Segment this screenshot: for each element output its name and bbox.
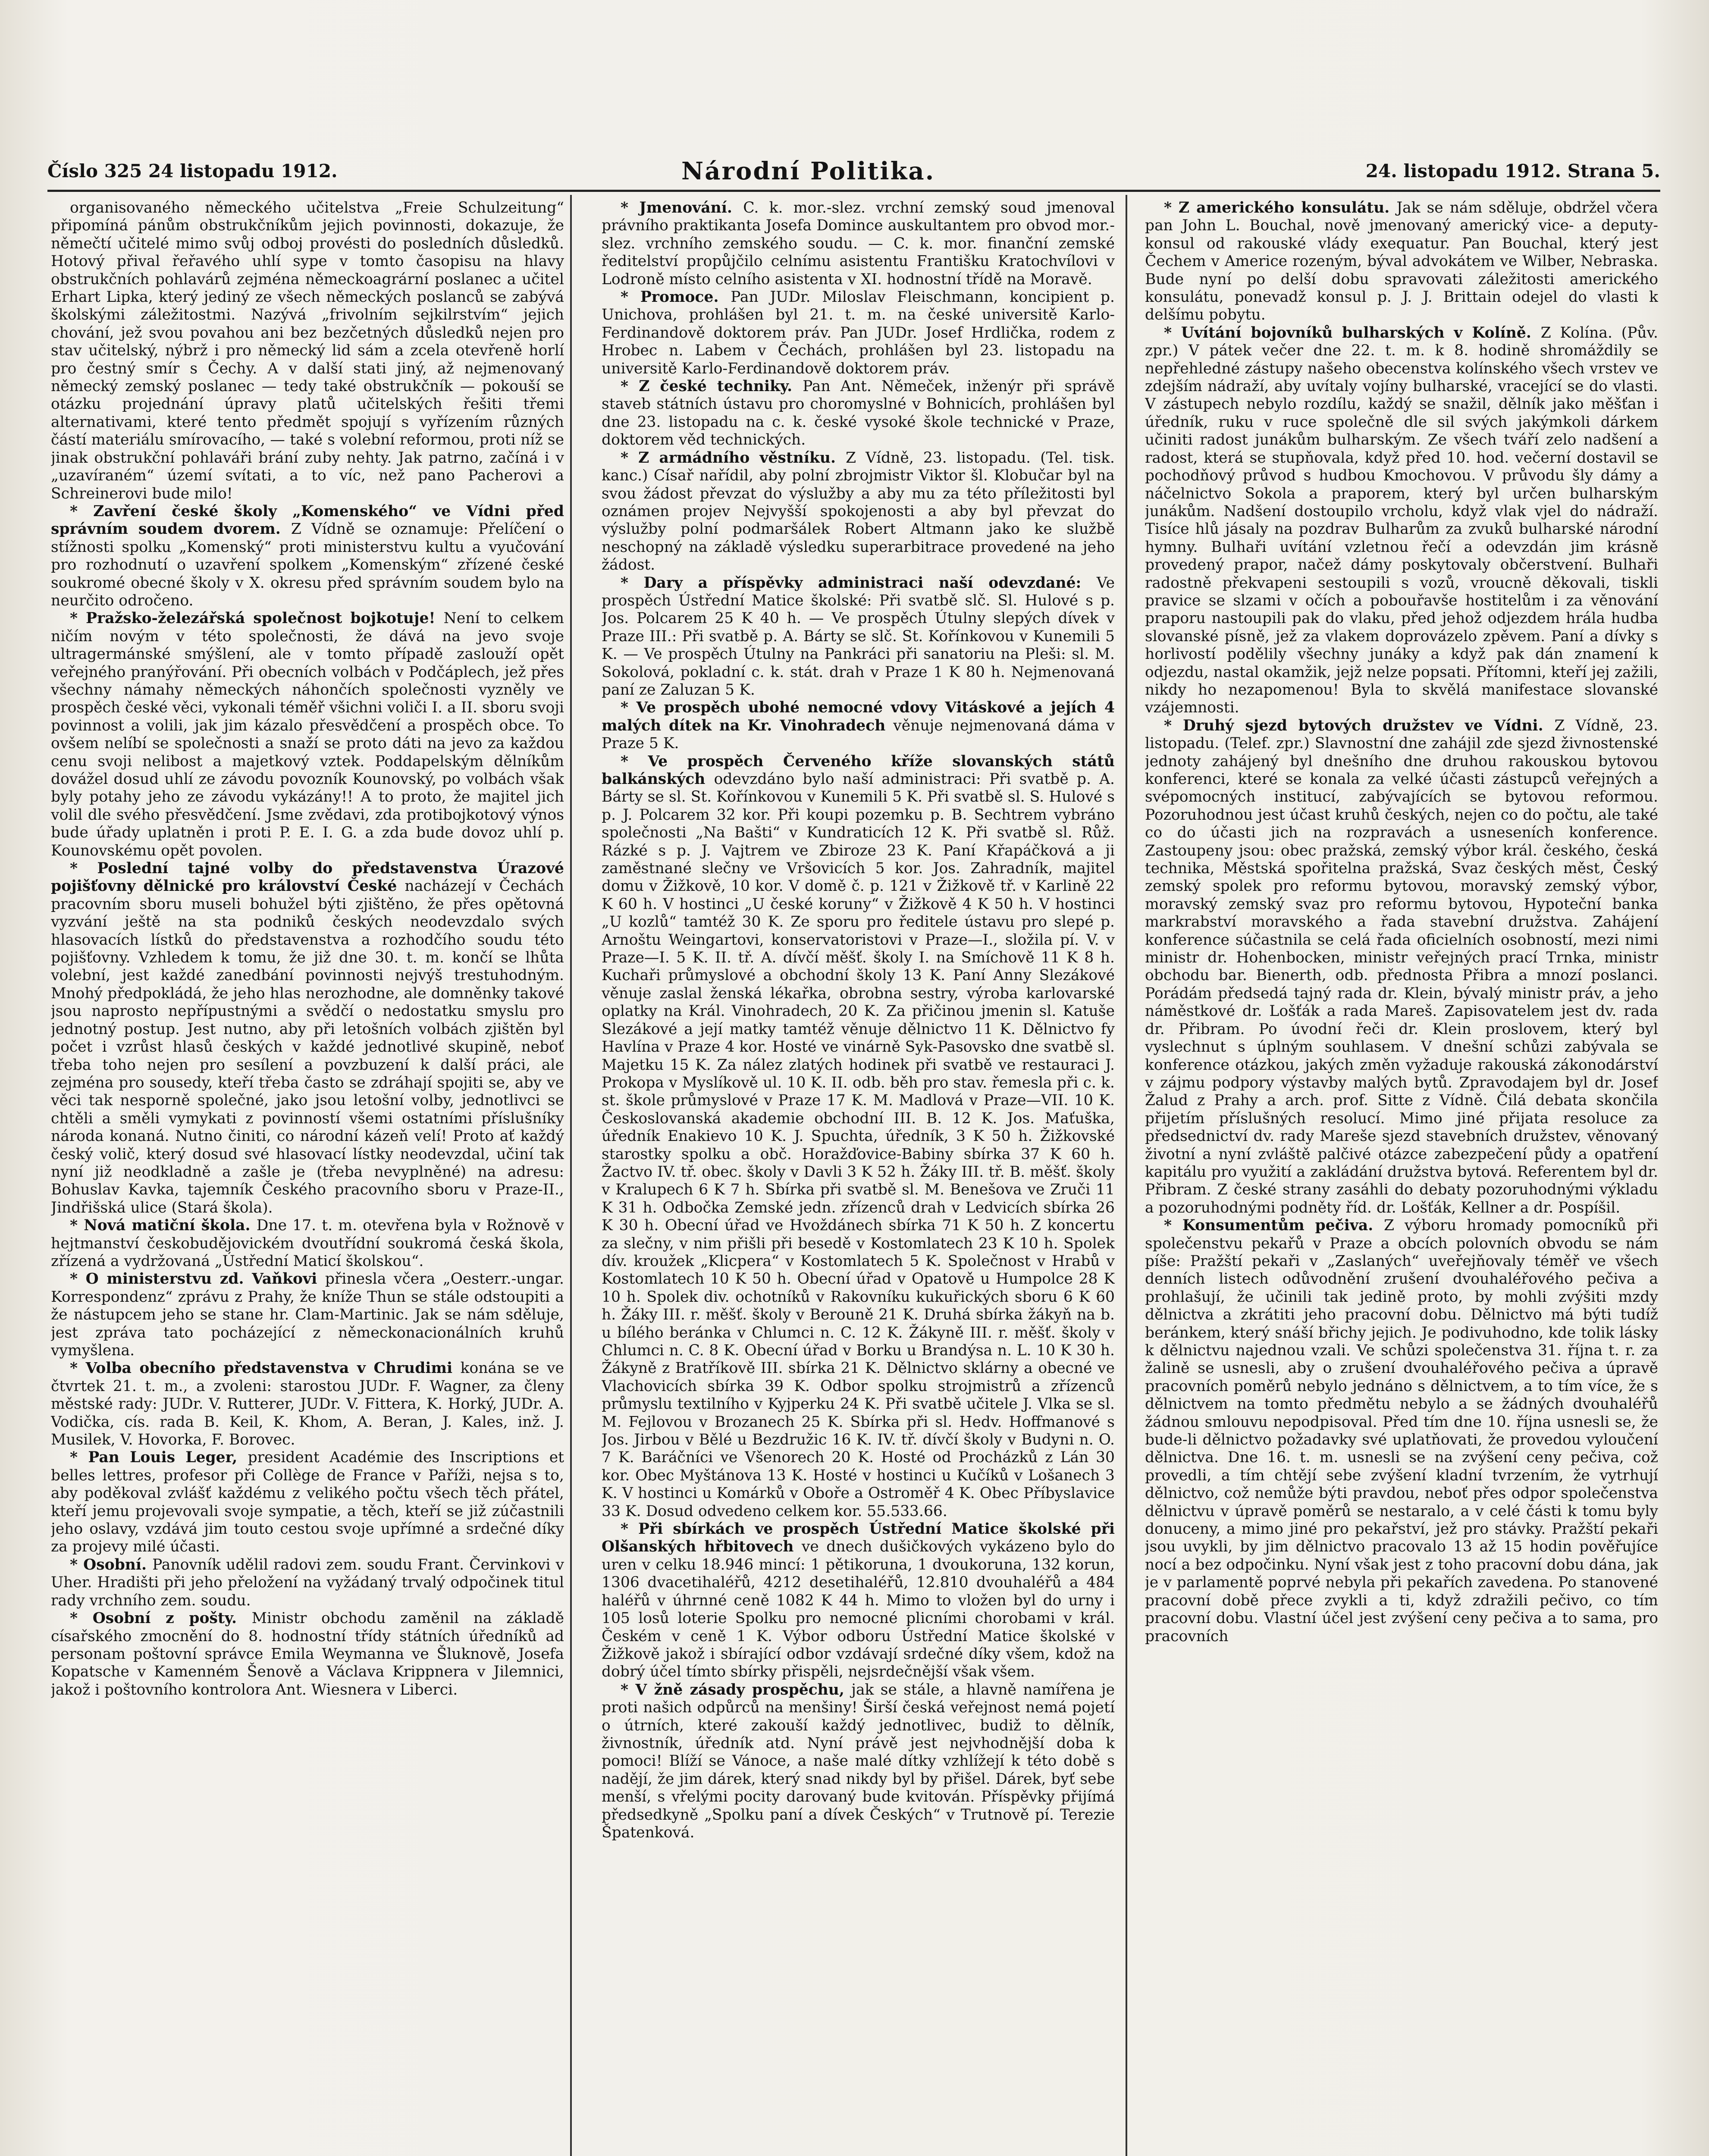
column-2 [602, 199, 1115, 2156]
article-paragraph [602, 699, 1115, 752]
article-heading: * Zavření české školy „Komenského“ ve Vídni před správním soudem dvorem. [51, 502, 564, 538]
article-heading: * Ve prospěch Červeného kříže slovanských států balkánských [602, 752, 1115, 788]
masthead-title: Národní Politika. [681, 157, 935, 185]
article-text: přinesla včera „Oesterr.-ungar. Korrespondenz“ zprávu z Prahy, že kníže Thun se stále odstoupiti a že nástupcem jeho se stane hr. Clam-Martinic. Jak se nám sděluje, jest zpráva tato pocházející z německonacionálních kruhů vymyšlena. [51, 1270, 564, 1359]
article-paragraph [602, 1520, 1115, 1681]
article-paragraph [1145, 1217, 1658, 1645]
column-3 [1145, 199, 1658, 2156]
issue-date-left: Číslo 325 24 listopadu 1912. [47, 160, 338, 182]
article-heading: * Osobní. [70, 1556, 153, 1573]
article-text: Z Vídně, 23. listopadu. (Tel. tisk. kanc.) Císař nařídil, aby polní zbrojmistr Viktor šl. Klobučar byl na svou žádost převzat do výslužby a aby mu za této příležitosti byl oznámen projev Nejvyšší spokojenosti a aby byl převzat do výslužby polní podmaršálek Robert Altmann jako ke službě neschopný na základě výsledku superarbitrace provedené na jeho žádost. [602, 449, 1115, 574]
article-heading: * O ministerstvu zd. Vaňkovi [70, 1270, 325, 1288]
article-heading: * Konsumentům pečiva. [1164, 1217, 1384, 1235]
article-text: Z výboru hromady pomocníků při společenstvu pekařů v Praze a obcích polovních obvodu se nám píše: Pražští pekaři v „Zaslaných“ uveřejňovaly téměř ve všech denních listech odůvodnění zrušení dvouhaléřového pečiva a prohlašují, že učinili tak jedině proto, by mohli zvýšiti mzdy dělnictva a zkrátiti jeho pracovní dobu. Dělnictvo má býti tudíž beránkem, který snáší břichy jejich. Je podivuhodno, kde tolik lásky k dělnictvu najednou vzali. Ve schůzi společenstva 31. října t. r. za žalině se usnesli, aby o zrušení dvouhaléřového pečiva a úpravě pracovních poměrů nebylo jednáno s dělnictvem, a to tím více, že s dělnictvem na tomto předmětu nebylo a se žádných dvouhaléřů žádnou smlouvu nepodpisoval. Před tím dne 10. října usnesli se, že bude-li dělnictvo požadavky své uplatňovati, že provedou vyloučení dělnictva. Dne 16. t. m. usnesli se na zvýšení ceny pečiva, což provedli, a tím chtějí sebe zvýšení kladní tvrzením, že vytrhují dělnictvo, což nemůže býti pravdou, neboť přes odpor společenstva dělnictvu v úpravě poměrů se nestaralo, a v celé části k tomu byly donuceny, a mimo jiné pro pekařství, jež pro stávky. Pražští pekaři jsou uvykli, by jim dělnictvo pracovalo 13 až 15 hodin pověřujíce nocí a bez odpočinku. Nyní však jest z toho pracovní dobu dána, jak je v parlamentě poprvé nebyla při pekařích zavedena. Po stanovené pracovní době přece zvykli a ti, když zdražili pečivo, co tím pracovní dobu. Vlastní účel jest zvýšení ceny pečiva a to sama, pro pracovních [1145, 1217, 1658, 1645]
article-paragraph [1145, 324, 1658, 717]
article-text: věnuje nejmenovaná dáma v Praze 5 K. [602, 717, 1115, 752]
article-heading: * Z armádního věstníku. [621, 449, 846, 467]
article-paragraph [51, 860, 564, 1217]
article-paragraph [602, 574, 1115, 699]
article-paragraph [602, 288, 1115, 378]
header-rule [47, 190, 1660, 192]
article-paragraph [51, 1270, 564, 1360]
article-text: konána se ve čtvrtek 21. t. m., a zvoleni: starostou JUDr. F. Wagner, za členy městské rady: JUDr. V. Rutterer, JUDr. V. Fittera, K. Horký, JUDr. A. Vodička, cís. rada B. Keil, K. Khom, A. Beran, J. Kales, inž. J. Musilek, V. Hovorka, F. Borovec. [51, 1360, 564, 1449]
article-heading: * Dary a příspěvky administraci naší odevzdané: [621, 574, 1097, 592]
article-text: Není to celkem ničím novým v této společnosti, že dává na jevo svoje ultragermánské smýšlení, ale v tomto případě zaslouží opět veřejného pranýřování. Při obecních volbách v Podčáplech, jež přes všechny námahy německých náhončích společnosti vyzněly ve prospěch české věci, vykonali téměř všichni voliči I. a II. sboru svoji povinnost a volili, jak jim kázalo přesvědčení a prospěch obce. To ovšem nelíbí se společnosti a snaží se proto dáti na jevo za každou cenu svoji nelibost a majetkový vztek. Poddapelským dělníkům dovážel dosud uhlí ze závodu povozník Kounovský, po volbách však byly potahy jeho ze závodu vykázány!! A to proto, že majitel jich volil dle svého přesvědčení. Jsme zvědavi, zda protibojkotový výnos bude úřady uplatněn i proti P. E. I. G. a zda bude dovoz uhlí p. Kounovskému opět povolen. [51, 610, 564, 859]
article-text: Ve prospěch Ústřední Matice školské: Při svatbě slč. Sl. Hulové s p. Jos. Polcarem 25 K 40 h. — Ve prospěch Útulny slepých dívek v Praze III.: Při svatbě p. A. Bárty se slč. St. Kořínkovou v Kunemili 5 K. — Ve prospěch Útulny na Pankráci při sanatoriu na Pleši: sl. M. Sokolová, pokladní c. k. stát. drah v Praze 1 K 80 h. Nejmenovaná paní ze Zaluzan 5 K. [602, 574, 1115, 699]
column-divider [570, 195, 572, 2156]
article-text: Jak se nám sděluje, obdržel včera pan John L. Bouchal, nově jmenovaný americký vice- a deputy-konsul od rakouské vlády exequatur. Pan Bouchal, který jest Čechem v Americe rozeným, býval advokátem ve Wilber, Nebraska. Bude nyní po delší dobu spravovati záležitosti amerického konsulátu, ponevadž konsul p. J. J. Brittain odejel do vlasti k delšímu pobytu. [1145, 199, 1658, 324]
article-paragraph [1145, 199, 1658, 324]
article-text: Z Vídně se oznamuje: Přelíčení o stížnosti spolku „Komenský“ proti ministerstvu kultu a vyučování pro rozhodnutí o uzavření spolkem „Komenským“ zřízené české soukromé obecné školy v X. okresu před správním soudem bylo na neurčito odročeno. [51, 520, 564, 609]
article-paragraph [602, 378, 1115, 449]
article-paragraph [602, 1681, 1115, 1842]
article-text: Pan JUDr. Miloslav Fleischmann, koncipient p. Unichova, prohlášen byl 21. t. m. na české universitě Karlo-Ferdinandově doktorem práv. Pan JUDr. Josef Hrdlička, rodem z Hrobec n. Labem v Čechách, prohlášen byl 23. listopadu na universitě Karlo-Ferdinandově doktorem práv. [602, 288, 1115, 377]
article-text: nacházejí v Čechách pracovním sboru museli bohužel býti zjištěno, že přes opětovná vyzvání ještě na sta podniků českých neodevzdalo svých hlasovacích lístků do představenstva a rozhodčího soudu této pojišťovny. Vzhledem k tomu, že již dne 30. t. m. končí se lhůta volební, jest každé zanedbání povinnosti nejvýš trestuhodným. Mnohý předpokládá, že jeho hlas nerozhodne, ale domněnky takové jsou naprosto nepřípustnými a svědčí o nedostatku smyslu pro jednotný postup. Jest nutno, aby při letošních volbách zjištěn byl počet i vzrůst hlasů českých v každé jednotlivé skupině, neboť třeba toho nejen pro sesílení a povzbuzení k další práci, ale zejména pro sousedy, kteří třeba často se zdráhají spojiti se, aby ve věci tak nesporně společné, jako jsou letošní volby, jednotlivci se chtěli a směli vymykati z povinností všemi ostatními příslušníky národa konaná. Nutno činiti, co národní kázeň velí! Proto ať každý český volič, který dosud své hlasovací lístky neodevzdal, učiní tak nyní již neodkladně a zašle je (třeba nevyplněné) na adresu: Bohuslav Kavka, tajemník Českého pracovního sboru v Praze-II., Jindřišská ulice (Stará škola). [51, 877, 564, 1216]
article-paragraph [51, 1360, 564, 1449]
article-heading: * Uvítání bojovníků bulharských v Kolíně. [1164, 324, 1541, 342]
article-heading: * Jmenování. [621, 199, 743, 216]
article-heading: * Z amerického konsulátu. [1164, 199, 1397, 216]
article-paragraph [51, 1449, 564, 1556]
article-paragraph [51, 1610, 564, 1699]
article-text: Pan Ant. Němeček, inženýr při správě staveb státních ústavu pro choromyslné v Bohnicích, prohlášen byl dne 23. listopadu na c. k. české vysoké škole technické v Praze, doktorem věd technických. [602, 378, 1115, 449]
article-heading: * Druhý sjezd bytových družstev ve Vídni. [1164, 717, 1555, 734]
page-header [47, 157, 1660, 186]
article-paragraph [51, 1217, 564, 1270]
article-text: ve dnech dušičkových vykázeno bylo do uren v celku 18.946 mincí: 1 pětikoruna, 1 dvoukoruna, 132 korun, 1306 dvacetihaléřů, 4212 desetihaléřů, 12.810 dvouhaléřů a 484 haléřů v úhrnné ceně 1082 K 44 h. Mimo to vložen byl do urny i 105 losů loterie Spolku pro nemocné plicními chorobami v král. Českém v ceně 1 K. Výbor odboru Ústřední Matice školské v Žižkově jakož i sbírající odbor vzdávají srdečné díky všem, kdož na dobrý účel tímto sbírky přispěli, nejsrdečnější však všem. [602, 1538, 1115, 1681]
article-paragraph [51, 199, 564, 503]
article-heading: * Při sbírkách ve prospěch Ústřední Matice školské při Olšanských hřbitovech [602, 1520, 1115, 1556]
article-text: president Académie des Inscriptions et belles lettres, profesor při Collège de France v Paříži, nejsa s to, aby poděkoval zvlášť každému z velikého počtu všech těch přátel, kteří jemu projevovali svoje sympatie, a těch, kteří se již zúčastnili jeho oslavy, vzdává jim touto cestou svoje upřímné a srdečné díky za projevy milé účasti. [51, 1449, 564, 1556]
article-heading: * Promoce. [621, 288, 731, 306]
article-paragraph [602, 449, 1115, 574]
article-text: C. k. mor.-slez. vrchní zemský soud jmenoval právního praktikanta Josefa Domince auskultantem pro obvod mor.-slez. vrchního zemského soudu. — C. k. mor. finanční zemské ředitelství propůjčilo celnímu asistentu Františku Kratochvílovi v Lodroně místo celního asistenta v XI. hodnostní třídě na Moravě. [602, 199, 1115, 288]
article-heading: * Osobní z pošty. [70, 1610, 252, 1627]
article-paragraph [602, 753, 1115, 1520]
article-text: odevzdáno bylo naší administraci: Při svatbě p. A. Bárty se sl. St. Kořínkovou v Kunemili 5 K. Při svatbě sl. S. Hulové s p. J. Polcarem 32 kor. Při koupi pozemku p. B. Sechtrem vybráno společnosti „Na Bašti“ v Kundraticích 12 K. Při svatbě sl. Růž. Rázké s p. J. Vajtrem ve Zbiroze 23 K. Paní Křapáčková a ji zaměstnané slečny ve Vršovicích 5 kor. Jos. Zahradník, majitel domu v Žižkově, 10 kor. V domě č. p. 121 v Žižkově tř. v Karlině 22 K 60 h. V hostinci „U české koruny“ v Žižkově 4 K 50 h. V hostinci „U kozlů“ tamtéž 30 K. Ze sporu pro ředitele ústavu pro slepé p. Arnoštu Weingartovi, konservatoristovi v Praze—I., složila pí. V. v Praze—I. 5 K. II. tř. A. dívčí měšť. školy I. na Smíchově 11 K 8 h. Kuchaři průmyslové a obchodní školy 13 K. Paní Anny Slezákové věnuje zaslal ženská lékařka, obrobna sestry, výroba karlovarské oplatky na Král. Vinohradech, 20 K. Za přičinou jmenin sl. Katuše Slezákové a její matky tamtéž věnuje dělnictvo 11 K. Dělnictvo fy Havlína v Praze 4 kor. Hosté ve vinárně Syk-Pasovsko dne svatbě sl. Majetku 15 K. Za nález zlatých hodinek při svatbě ve restauraci J. Prokopa v Myslíkově ul. 10 K. II. odb. běh pro stav. řemesla při c. k. st. škole průmyslové v Praze 17 K. M. Madlová v Praze—VII. 10 K. Českoslovanská akademie obchodní III. B. 12 K. Jos. Maťuška, úředník Enakievo 10 K. J. Spuchta, úředník, 3 K 50 h. Žižkovské starostky spolku a obč. Horažďovice-Babiny sbírka 37 K 60 h. Žactvo IV. tř. obec. školy v Davli 3 K 52 h. Žáky III. tř. B. měšť. školy v Kralupech 6 K 7 h. Sbírka při svatbě sl. M. Benešova ve Zruči 11 K 31 h. Odbočka Zemské jedn. zřízenců drah v Ledvicích sbírka 26 K 30 h. Obecní úřad ve Hvoždánech sbírka 71 K 50 h. Z koncertu za slečny, v nim přišli při besedě v Kostomlatech 23 K 10 h. Spolek dív. kroužek „Klicpera“ v Kostomlatech 5 K. Společnost v Hrabů v Kostomlatech 10 K 50 h. Obecní úřad v Opatově u Humpolce 28 K 10 h. Spolek div. ochotníků v Rakovníku kukuřických sboru 6 K 60 h. Žáky III. r. měšť. školy v Berouně 21 K. Druhá sbírka žákyň na b. u bílého beránka v Chlumci n. C. 12 K. Žákyně III. r. měšť. školy v Chlumci n. C. 8 K. Obecní úřad v Borku u Brandýsa n. L. 10 K 30 h. Žákyně z Bratříkově III. sbírka 21 K. Dělnictvo sklárny a obecné ve Vlachovicích sbírka 39 K. Odbor spolku strojmistrů a zřízenců průmyslu textilního v Kyjperku 24 K. Při svatbě učitele J. Vlka se sl. M. Fejlovou v Brozanech 25 K. Sbírka při sl. Hedv. Hoffmanové s Jos. Jirbou v Bělé u Bezdružic 16 K. IV. tř. dívčí školy v Budyni n. O. 7 K. Baráčníci ve Všenorech 20 K. Hosté od Procházků z Lán 30 kor. Obec Myštánova 13 K. Hosté v hostinci u Kučíků v Lošanech 3 K. V hostinci u Komárků v Oboře a Ostroměř 4 K. Obec Příbyslavice 33 K. Dosud odvedeno celkem kor. 55.533.66. [602, 771, 1115, 1520]
article-heading: * Nová matiční škola. [70, 1217, 257, 1235]
article-text: Dne 17. t. m. otevřena byla v Rožnově v hejtmanství českobudějovickém dvoutřídní soukromá česká škola, zřízená a vydržovaná „Ústřední Maticí školskou“. [51, 1217, 564, 1270]
article-text: Z Kolína. (Pův. zpr.) V pátek večer dne 22. t. m. k 8. hodině shromáždily se nepřehledné zástupy našeho obecenstva kolínského všech vrstev ve zdejším nádraží, aby uvítaly vojíny bulharské, vracející se do vlasti. V zástupech nebylo rozdílu, každý se snažil, dělník jako měšťan i úředník, ruku v ruce společně dle sil svých jakýmkoli dárkem učiniti radost junákům bulharským. Ze všech tváří zelo nadšení a radost, která se stupňovala, když před 10. hod. večerní dostavil se pochodňový průvod s hudbou Kmochovou. V průvodu šly dámy a náčelnictvo Sokola a praporem, který byl určen bulharským junákům. Nadšení dostoupilo vrcholu, když vlak vjel do nádraží. Tisíce hlů jásaly na pozdrav Bulharům za zvuků bulharské národní hymny. Bulhaři uvítání vzletnou řečí a odevzdán jim krásně provedený prapor, načež dámy poskytovaly občerstvení. Bulhaři radostně překvapeni sestoupili s vozů, vroucně děkovali, tiskli pravice se slzami v očích a pobouřavše hostitelům i za věnování praporu nastoupili pak do vlaku, před jehož odjezdem hrála hudba slovanské písně, jež za vlakem doprovázelo zpěvem. Paní a dívky s horlivostí podělily všechny junáky a když pak dán znamení k odjezdu, nastal okamžik, jejž nelze popsati. Přítomni, kteří jej zažili, nikdy ho nezapomenou! Byla to skvělá manifestace slovanské vzájemnosti. [1145, 324, 1658, 717]
article-paragraph [51, 610, 564, 860]
article-heading: * Ve prospěch ubohé nemocné vdovy Vitáskové a jejích 4 malých dítek na Kr. Vinohradech [602, 699, 1115, 734]
article-paragraph [602, 199, 1115, 288]
column-1 [51, 199, 564, 2156]
column-divider [1126, 195, 1127, 2156]
article-heading: * Poslední tajné volby do představenstva Úrazové pojišťovny dělnické pro království České [51, 860, 564, 895]
article-heading: * V žně zásady prospěchu, [621, 1681, 852, 1698]
article-text: jak se stále, a hlavně namířena je proti našich odpůrců na menšiny! Širší česká veřejnost nemá pojetí o útrních, které zakouší každý jednotlivec, budiž to dělník, živnostník, úředník atd. Nyní právě jest nejvhodnější doba k pomoci! Blíží se Vánoce, a naše malé dítky vzhlížejí k této době s nadějí, že jim dárek, který snad nikdy byl by přišel. Dárek, byť sebe menší, s vřelými pocity darovaný bude kvitován. Příspěvky přijímá předsedkyně „Spolku paní a dívek Českých“ v Trutnově pí. Terezie Špatenková. [602, 1681, 1115, 1841]
article-heading: * Volba obecního představenstva v Chrudimi [70, 1360, 461, 1377]
article-heading: * Pan Louis Leger, [70, 1449, 248, 1467]
article-heading: * Z české techniky. [621, 378, 803, 395]
article-text: organisovaného německého učitelstva „Freie Schulzeitung“ připomíná pánům obstrukčníkům jejich povinnosti, dokazuje, že němečtí učitelé mimo svůj odboj provésti do posledních důsledků. Hotový přival řeřavého uhlí sype v tomto časopisu na hlavy obstrukčních pohlavárů zejména německoagrární poslanec a učitel Erhart Lipka, který jediný ze všech německých poslanců se zabývá školskými záležitostmi. Nazývá „frivolním sejkilrstvím“ jejich chování, jež svou povahou ani bez bezčetných důsledků nejen pro stav učitelský, nýbrž i pro německý lid sám a zcela otevřeně horlí pro čestný smír s Čechy. A v další stati jiný, až nejmenovaný německý zemský poslanec — tedy také obstrukčník — pokouší se otázku projednání úpravy platů učitelských řešiti třemi alternativami, které tento předmět spojují s vyřízením různých částí materiálu smírovacího, — také s volební reformou, proti níž se jinak obstrukční pohlaváři brání zuby nehty. Jak patrno, začíná i v „uzavíraném“ území svítati, a to víc, než pano Pacherovi a Schreinerovi bude milo! [51, 199, 564, 502]
article-text: Panovník udělil radovi zem. soudu Frant. Červinkovi v Uher. Hradišti při jeho přeložení na vyžádaný trvalý odpočinek titul rady vrchního zem. soudu. [51, 1556, 564, 1609]
article-text: Ministr obchodu zaměnil na základě císařského zmocnění do 8. hodnostní třídy státních úředníků ad personam poštovní správce Emila Weymanna ve Šluknově, Josefa Kopatsche v Kamenném Šenově a Václava Krippnera v Jilemnici, jakož i poštovního kontrolora Ant. Wiesnera v Liberci. [51, 1610, 564, 1698]
article-text: Z Vídně, 23. listopadu. (Telef. zpr.) Slavnostní dne zahájil zde sjezd živnostenské jednoty zahájený byl dnešního dne druhou rakouskou bytovou konferenci, které se konala za velké účasti zástupců veřejných a svépomocných institucí, zabývajících se bytovou reformou. Pozoruhodnou jest účast kruhů českých, nejen co do počtu, ale také co do účasti jich na rozpravách a usneseních konference. Zastoupeny jsou: obec pražská, zemský výbor král. českého, česká technika, Městská spořitelna pražská, Svaz českých měst, Český zemský spolek pro reformu bytovou, moravský zemský výbor, moravský zemský svaz pro reformu bytovou, Hypoteční banka markrabství moravského a řada stavební družstva. Zahájení konference súčastnila se celá řada oficielních osobností, mezi nimi ministr dr. Hohenbocken, ministr veřejných prací Trnka, ministr obchodu bar. Bienerth, odb. přednosta Přibra a mnozí poslanci. Porádám předsedá tajný rada dr. Klein, bývalý ministr práv, a jeho náměstkové dr. Lošťák a rada Mareš. Zapisovatelem jest dv. rada dr. Přibram. Po úvodní řeči dr. Klein proslovem, který byl vyslechnut s úplným souhlasem. V dnešní schůzi zabývala se konference otázkou, jakých změn vyžaduje rakouská zákonodárství v zájmu podpory výstavby malých bytů. Zpravodajem byl dr. Josef Žalud z Prahy a arch. prof. Sitte z Vídně. Čilá debata skončila přijetím příslušných resolucí. Mimo jiné přijata resoluce za předsednictví dv. rady Mareše sjezd stavebních družstev, věnovaný životní a nyní zvláště palčivé otázce zabezpečení půdy a opatření kapitálu pro využití a zakládání družstva bytová. Referentem byl dr. Přibram. Z české strany zasáhli do debaty pozoruhodnými výkladu a pozoruhodnými podněty říd. dr. Lošťák, Kellner a dr. Pospíšil. [1145, 717, 1658, 1216]
article-paragraph [1145, 717, 1658, 1217]
article-paragraph [51, 1556, 564, 1610]
article-heading: * Pražsko-železářská společnost bojkotuje! [70, 610, 444, 627]
article-paragraph [51, 503, 564, 610]
issue-date-page: 24. listopadu 1912. Strana 5. [1365, 160, 1660, 182]
